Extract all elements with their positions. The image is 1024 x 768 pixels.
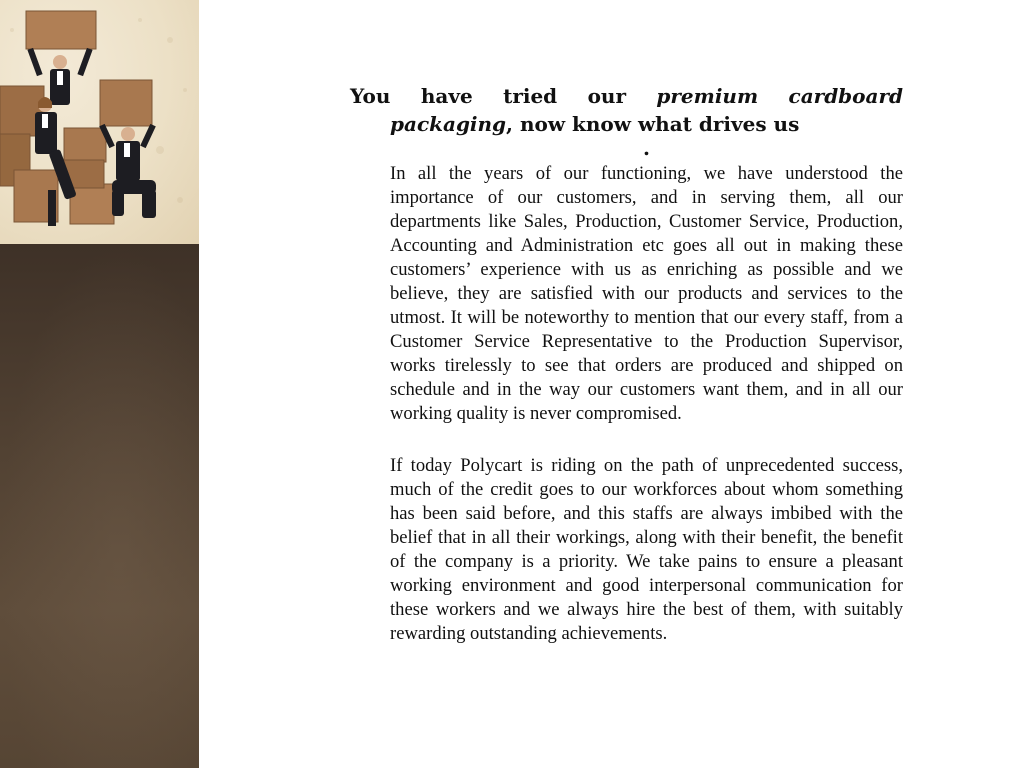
sidebar xyxy=(0,0,199,768)
heading-part1: You have tried our xyxy=(350,84,657,108)
heading-part2: , now know what drives us xyxy=(506,112,800,136)
body-paragraph-2: If today Polycart is riding on the path of unprecedented success, much of the credit goes to our workforces about whom something has been said before, and this staffs are always imbibed with the belief that in all their workings, along with their benefit, the benefit of the company is a priority. We take pains to ensure a pleasant working environment and good interpersonal communication for these workers and we always hire the best of them, with suitably rewarding outstanding achievements. xyxy=(390,455,903,644)
business-people-boxes-illustration xyxy=(0,0,199,244)
body-paragraph-1: In all the years of our functioning, we have understood the importance of our customers, and in serving them, all our departments like Sales, Production, Customer Service, Production, Accounting and Administration etc goes all out in making these customers’ experience with us as enriching as possible and we believe, they are satisfied with our products and services to the utmost. It will be noteworthy to mention that our every staff, from a Customer Service Representative to the Production Supervisor, works tirelessly to see that orders are produced and shipped on schedule and in the way our customers want them, and in all our working quality is never compromised. xyxy=(390,163,903,424)
heading-bullet-dot: . xyxy=(643,136,650,160)
main-content xyxy=(350,82,903,646)
page-heading xyxy=(350,82,903,138)
team-boxes-photo xyxy=(0,0,199,244)
heading-emphasis: premium cardboard packaging xyxy=(390,84,903,136)
brown-sidebar-panel xyxy=(0,244,199,768)
